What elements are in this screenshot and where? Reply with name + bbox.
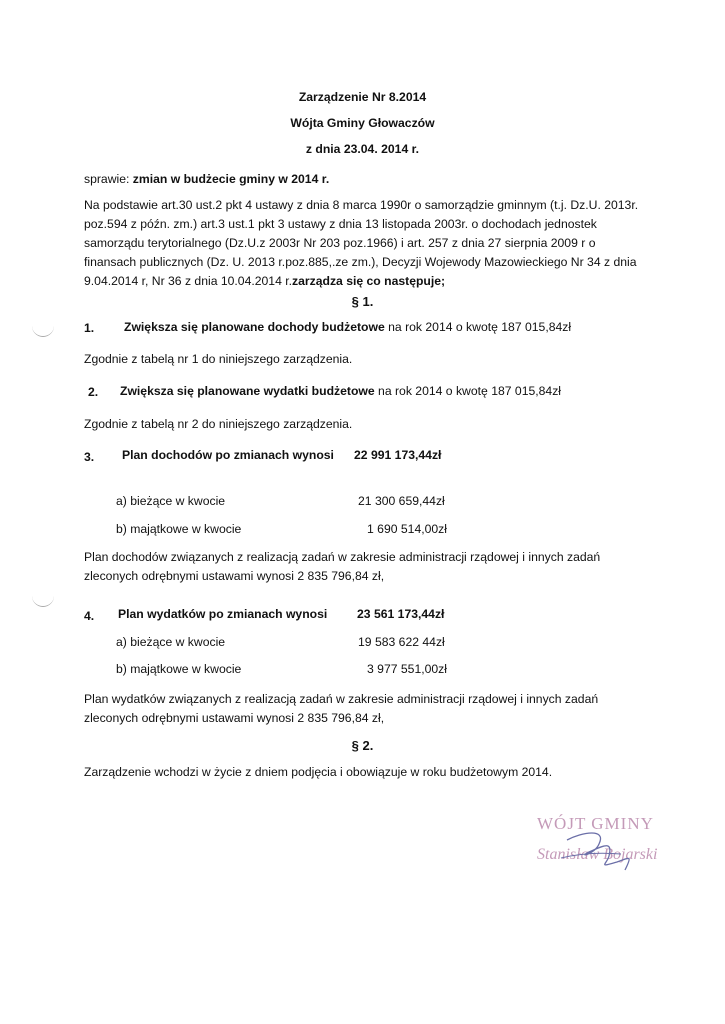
stamp-title: WÓJT GMINY	[537, 814, 654, 833]
signature-stamp	[537, 814, 687, 878]
margin-mark	[32, 326, 54, 337]
item4-total: 23 561 173,44zł	[357, 607, 445, 621]
item4-label: Plan wydatków po zmianach wynosi	[118, 607, 328, 621]
document-issuer: Wójta Gminy Głowaczów	[290, 116, 435, 130]
document-title: Zarządzenie Nr 8.2014	[298, 90, 427, 104]
item3-capital-label: b) majątkowe w kwocie	[116, 522, 242, 536]
item2-line	[120, 384, 561, 398]
subject-line	[84, 172, 329, 186]
item2-rest: na rok 2014 o kwotę 187 015,84zł	[378, 384, 561, 398]
item2-note: Zgodnie z tabelą nr 2 do niniejszego zarządzenia.	[84, 417, 353, 431]
item1-line	[124, 320, 571, 334]
stamp-name: Stanisław Bojarski	[537, 846, 658, 863]
item3-label: Plan dochodów po zmianach wynosi	[122, 448, 334, 462]
item4-current-value: 19 583 622 44zł	[358, 635, 445, 649]
item1-rest: na rok 2014 o kwotę 187 015,84zł	[388, 320, 572, 334]
item3-total: 22 991 173,44zł	[354, 448, 442, 462]
item4-capital-label: b) majątkowe w kwocie	[116, 662, 242, 676]
section2-heading: § 2.	[351, 738, 374, 753]
item3-note: Plan dochodów związanych z realizacją zadań w zakresie administracji rządowej i innych zadań zleconych odrębnymi ustawami wynosi 2 835 796,84 zł,	[84, 550, 601, 583]
item3-current-label: a) bieżące w kwocie	[116, 494, 226, 508]
item4-note: Plan wydatków związanych z realizacją zadań w zakresie administracji rządowej i innych zadań zleconych odrębnymi ustawami wynosi 2 835 796,84 zł,	[84, 692, 599, 725]
item3-capital-value: 1 690 514,00zł	[367, 522, 447, 536]
item4-current-label: a) bieżące w kwocie	[116, 635, 226, 649]
subject-prefix: sprawie:	[84, 172, 130, 186]
subject-text: zmian w budżecie gminy w 2014 r.	[132, 172, 330, 186]
section2-text: Zarządzenie wchodzi w życie z dniem podjęcia i obowiązuje w roku budżetowym 2014.	[84, 765, 553, 779]
margin-mark	[32, 596, 54, 607]
legal-basis-text: Na podstawie art.30 ust.2 pkt 4 ustawy z dnia 8 marca 1990r o samorządzie gminnym (t.j. Dz.U. 2013r. poz.594 z późn. zm.) art.3 ust.1 pkt 3 ustawy z dnia 13 listopada 2003r. o dochodach jednostek samorządu terytorialnego (Dz.U.z 2003r Nr 203 poz.1966) i art. 257 z dnia 27 sierpnia 2009 r o finansach publicznych (Dz. U. 2013 r.poz.885,.ze zm.), Decyzji Wojewody Mazowieckiego Nr 34 z dnia 9.04.2014 r, Nr 36 z dnia 10.04.2014 r.	[84, 198, 639, 288]
item1-label: Zwiększa się planowane dochody budżetowe	[124, 320, 385, 334]
item2-number: 2.	[88, 385, 99, 399]
item1-note: Zgodnie z tabelą nr 1 do niniejszego zarządzenia.	[84, 352, 353, 366]
item1-number: 1.	[84, 321, 95, 335]
section1-heading: § 1.	[351, 294, 374, 309]
handwritten-signature	[537, 814, 687, 878]
legal-basis-ending: zarządza się co następuje;	[292, 274, 446, 288]
document-date: z dnia 23.04. 2014 r.	[305, 142, 420, 156]
item2-label: Zwiększa się planowane wydatki budżetowe	[120, 384, 375, 398]
item4-number: 4.	[84, 609, 95, 623]
item3-current-value: 21 300 659,44zł	[358, 494, 445, 508]
item3-number: 3.	[84, 450, 95, 464]
item4-capital-value: 3 977 551,00zł	[367, 662, 447, 676]
legal-basis-paragraph	[84, 196, 644, 291]
